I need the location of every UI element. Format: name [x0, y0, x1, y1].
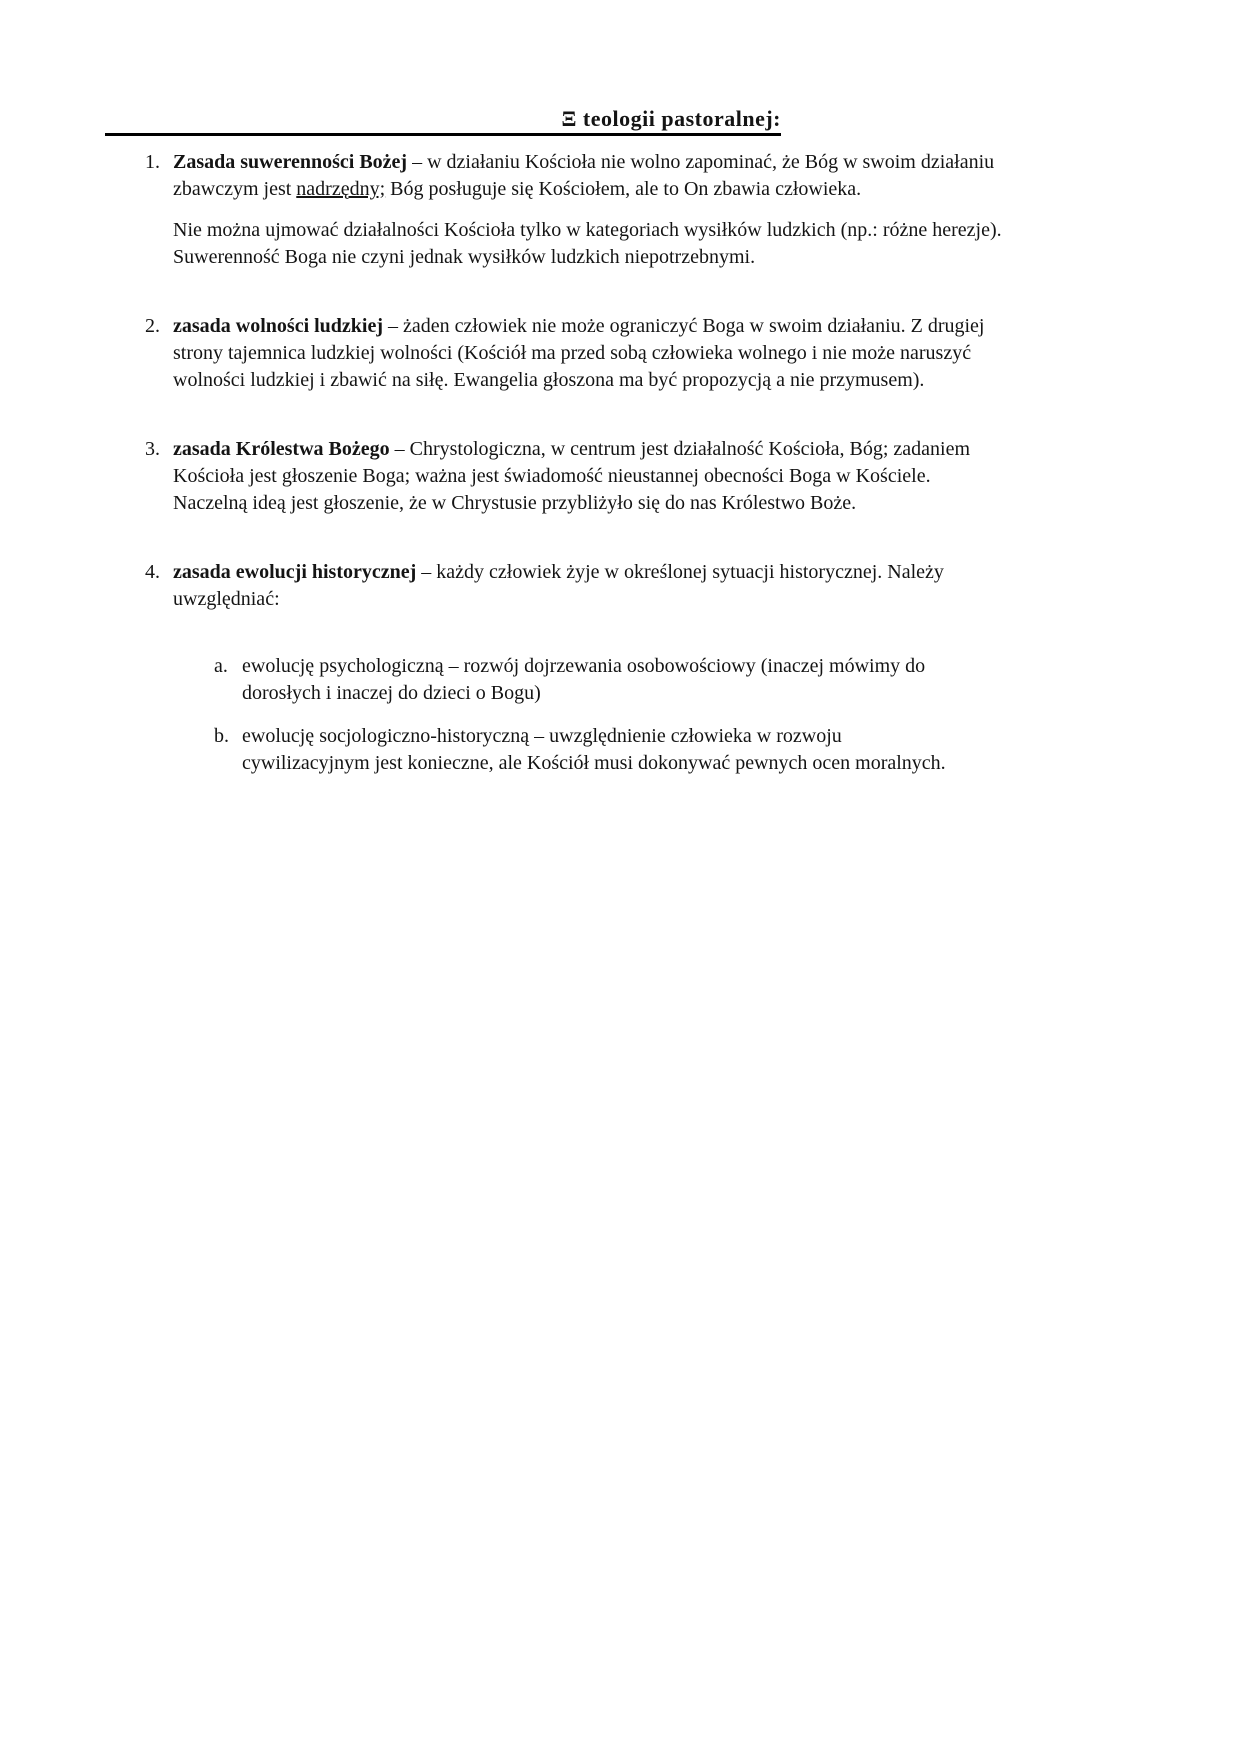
list-item-2-number: 2.: [145, 315, 160, 337]
item-1-lead-bold: Zasada suwerenności Bożej: [173, 151, 408, 173]
item-1-text-cont: Bóg posługuje się Kościołem, ale to On zbawia człowieka.: [385, 178, 862, 200]
item-4-lead-bold: zasada ewolucji historycznej: [173, 561, 417, 583]
item-3-lead-bold: zasada Królestwa Bożego: [173, 438, 390, 460]
item-1-underlined-word: nadrzędny;: [296, 178, 386, 200]
list-item-4-body: [173, 559, 1009, 777]
item-1-text: – w działaniu Kościoła nie wolno zapominać, że Bóg w swoim działaniu zbawczym jest: [173, 151, 995, 200]
list-item-3: [145, 436, 1240, 517]
numbered-list: [145, 149, 1240, 777]
list-item-3-number: 3.: [145, 438, 160, 460]
list-item-1: [145, 149, 1240, 271]
lettered-sublist: [214, 653, 1009, 777]
list-item-2-body: [173, 313, 1009, 394]
list-item-1-body: [173, 149, 1009, 271]
sublist-item-b-text: ewolucję socjologiczno-historyczną – uwzględnienie człowieka w rozwoju cywilizacyjnym jest konieczne, ale Kościół musi dokonywać pewnych ocen moralnych.: [242, 725, 946, 774]
list-item-2: [145, 313, 1240, 394]
paragraph: [173, 436, 1009, 517]
paragraph: [173, 149, 1009, 203]
sublist-item-a-letter: a.: [214, 655, 228, 677]
page-title: [562, 106, 782, 132]
paragraph: Nie można ujmować działalności Kościoła tylko w kategoriach wysiłków ludzkich (np.: różne herezje). Suwerenność Boga nie czyni jednak wysiłków ludzkich niepotrzebnymi.: [173, 219, 1002, 268]
paragraph: [173, 559, 1009, 613]
title-visible-text: teologii pastoralnej:: [576, 106, 781, 131]
list-item-1-number: 1.: [145, 151, 160, 173]
sublist-item-b: [214, 723, 1009, 777]
document-title-underline: [105, 106, 781, 136]
sublist-item-b-letter: b.: [214, 725, 229, 747]
list-item-4: [145, 559, 1240, 777]
list-item-4-number: 4.: [145, 561, 160, 583]
item-2-text: – żaden człowiek nie może ograniczyć Boga w swoim działaniu. Z drugiej strony tajemnica ludzkiej wolności (Kościół ma przed sobą człowieka wolnego i nie może naruszyć wolności ludzkiej i zbawić na siłę. Ewangelia głoszona ma być propozycją a nie przymusem).: [173, 315, 985, 391]
sublist-item-a-text: ewolucję psychologiczną – rozwój dojrzewania osobowościowy (inaczej mówimy do dorosłych i inaczej do dzieci o Bogu): [242, 655, 926, 704]
title-obscured-fragment: Ξ: [561, 106, 577, 131]
item-4-text: – każdy człowiek żyje w określonej sytuacji historycznej. Należy uwzględniać:: [173, 561, 944, 610]
paragraph: [173, 313, 1009, 394]
item-3-text: – Chrystologiczna, w centrum jest działalność Kościoła, Bóg; zadaniem Kościoła jest głoszenie Boga; ważna jest świadomość nieustannej obecności Boga w Kościele. Naczelną ideą jest głoszenie, że w Chrystusie przybliżyło się do nas Królestwo Boże.: [173, 438, 971, 514]
list-item-3-body: [173, 436, 1009, 517]
item-2-lead-bold: zasada wolności ludzkiej: [173, 315, 384, 337]
sublist-item-a: [214, 653, 1009, 707]
